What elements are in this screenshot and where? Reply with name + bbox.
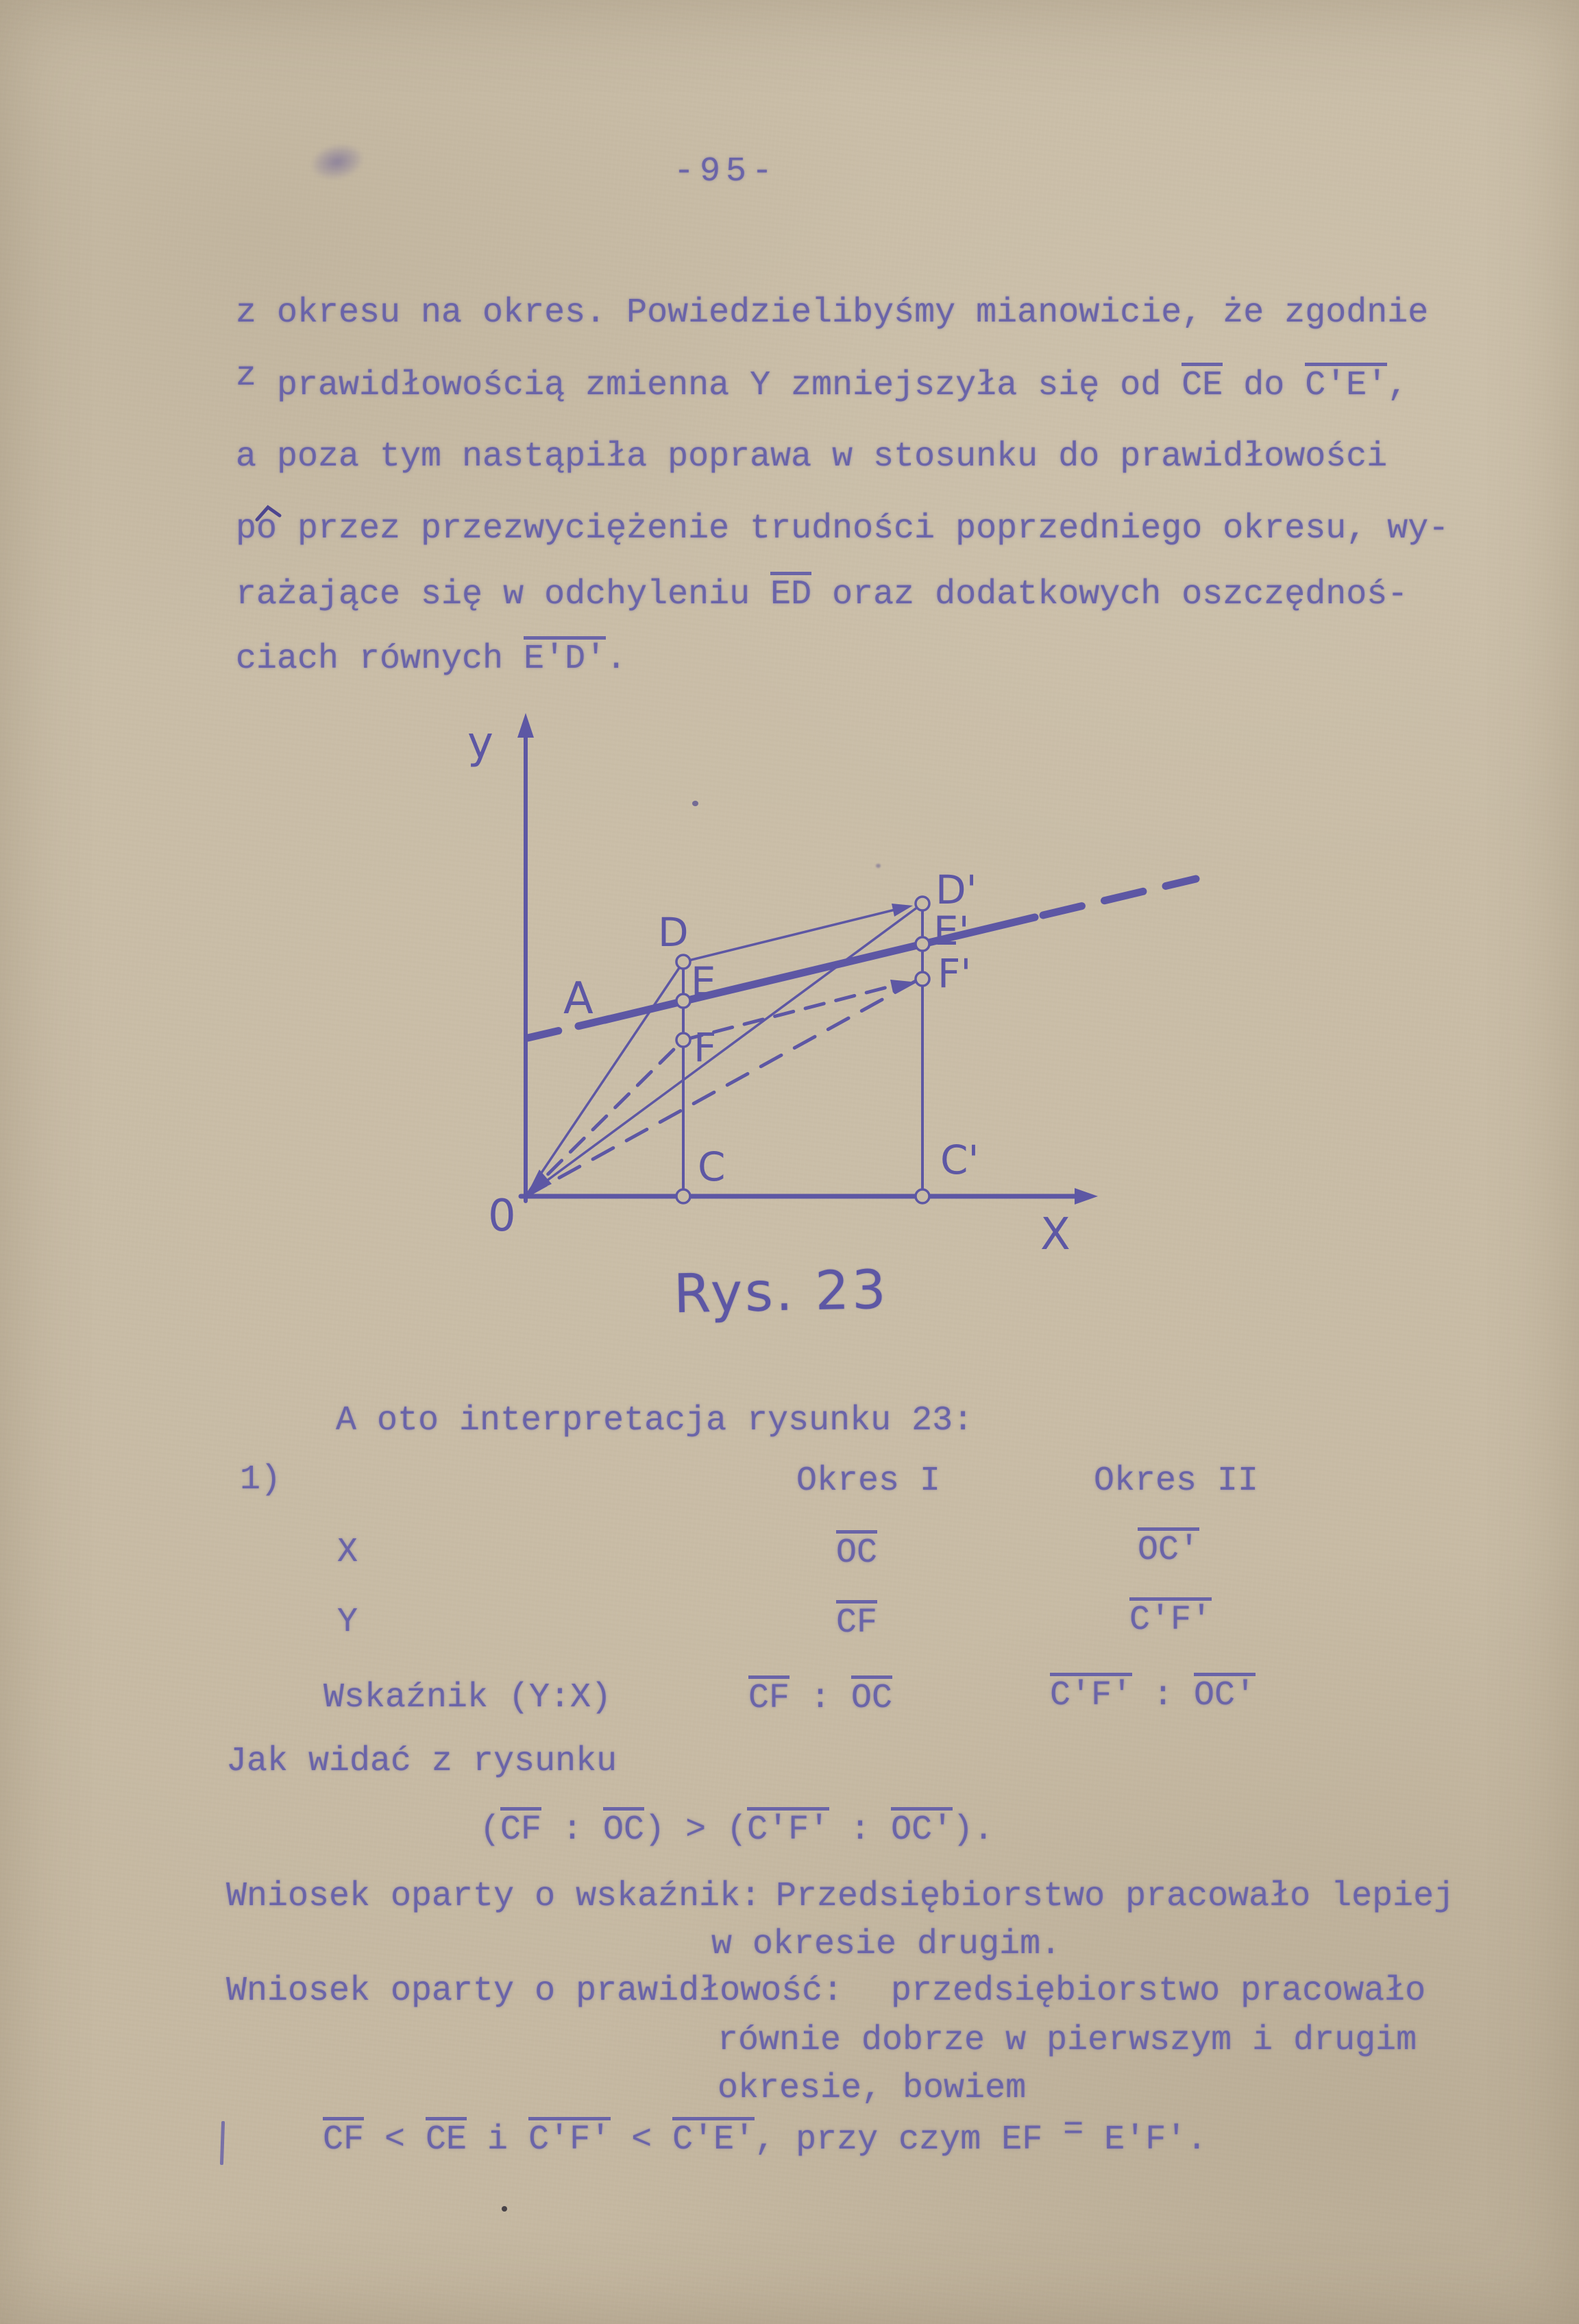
label-x-axis: X xyxy=(1040,1209,1070,1260)
margin-tick-mark xyxy=(220,2121,225,2165)
label-d: D xyxy=(658,909,689,956)
wniosek-prawidlowosc-line: przedsiębiorstwo pracowało xyxy=(891,1972,1426,2011)
point-c-circle xyxy=(676,1189,690,1203)
column-header-okres-2: Okres II xyxy=(1094,1462,1259,1501)
point-f-circle xyxy=(676,1033,690,1047)
label-e2: E' xyxy=(933,908,970,954)
table-row-y-okres1: CF xyxy=(836,1600,877,1646)
table-row-wskaznik-okres2: C'F' : OC' xyxy=(1050,1673,1256,1719)
table-row-y-okres2: C'F' xyxy=(1129,1597,1212,1643)
paragraph-line: rażające się w odchyleniu ED oraz dodatkowych oszczędnoś- xyxy=(236,572,1408,618)
label-c2: C' xyxy=(940,1137,979,1183)
paragraph-line: ciach równych E'D'. xyxy=(236,636,626,682)
label-a: A xyxy=(563,973,593,1024)
x-axis-arrowhead xyxy=(1075,1188,1098,1205)
wniosek-wskaznik-label: Wniosek oparty o wskaźnik: xyxy=(226,1877,761,1916)
paragraph-line: z prawidłowością zmienna Y zmniejszyła się od CE do C'E', xyxy=(236,356,1408,405)
table-row-x-label: X xyxy=(337,1533,358,1572)
label-e: E xyxy=(691,958,716,1005)
point-c2-circle xyxy=(916,1189,929,1203)
paragraph-line: po przez przezwyciężenie trudności poprzedniego okresu, wy- xyxy=(236,509,1449,548)
figure-caption: Rys. 23 xyxy=(673,1259,890,1326)
point-d2-circle xyxy=(916,897,929,910)
label-f: F xyxy=(694,1024,717,1071)
point-f2-circle xyxy=(916,972,929,986)
y-axis-arrowhead xyxy=(517,713,534,738)
trend-line-dashed-right xyxy=(1043,879,1196,915)
ink-smudge xyxy=(306,138,367,184)
point-e-circle xyxy=(676,994,690,1008)
ray-o-f-dashed-line xyxy=(526,1040,683,1196)
label-c: C xyxy=(698,1143,726,1190)
inequality-formula: (CF : OC) > (C'F' : OC'). xyxy=(480,1807,994,1853)
table-row-wskaznik-okres1: CF : OC xyxy=(748,1675,892,1721)
ray-o-d-line xyxy=(526,962,683,1196)
list-item-number: 1) xyxy=(240,1460,282,1499)
label-origin: 0 xyxy=(488,1191,516,1242)
label-f2: F' xyxy=(938,950,972,997)
wniosek-wskaznik-line: w okresie drugim. xyxy=(711,1925,1062,1964)
table-row-x-okres2: OC' xyxy=(1138,1527,1199,1573)
page-number: -95- xyxy=(674,152,779,191)
wniosek-prawidlowosc-line: równie dobrze w pierwszym i drugim xyxy=(718,2021,1417,2060)
paragraph-line: a poza tym nastąpiła poprawa w stosunku do prawidłowości xyxy=(236,437,1388,476)
wniosek-prawidlowosc-label: Wniosek oparty o prawidłowość: xyxy=(226,1972,844,2011)
wniosek-prawidlowosc-line: okresie, bowiem xyxy=(718,2069,1027,2108)
label-d2: D' xyxy=(935,867,977,913)
final-formula: CF < CE i C'F' < C'E', przy czym EF = E'F'. xyxy=(323,2111,1208,2159)
interpretation-intro: A oto interpretacja rysunku 23: xyxy=(336,1401,974,1440)
table-row-wskaznik-label: Wskaźnik (Y:X) xyxy=(323,1678,612,1717)
paragraph-line: z okresu na okres. Powiedzielibyśmy mianowicie, że zgodnie xyxy=(236,293,1429,332)
wniosek-wskaznik-line: Przedsiębiorstwo pracowało lepiej xyxy=(776,1877,1455,1916)
column-header-okres-1: Okres I xyxy=(796,1462,941,1501)
jak-widac-line: Jak widać z rysunku xyxy=(226,1742,617,1781)
point-d-circle xyxy=(676,955,690,969)
point-e2-circle xyxy=(916,937,929,951)
table-row-y-label: Y xyxy=(337,1603,358,1642)
label-y-axis: y xyxy=(467,718,493,768)
d2-arrowhead xyxy=(892,904,913,917)
table-row-x-okres1: OC xyxy=(836,1530,877,1576)
ink-speck xyxy=(502,2206,507,2212)
